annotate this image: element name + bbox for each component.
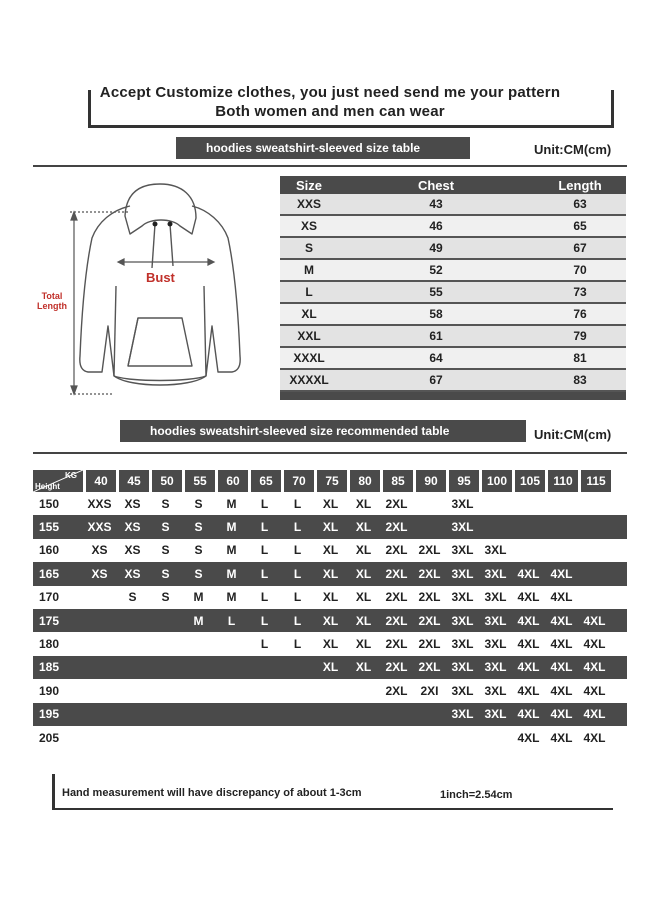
size-recommendation-cell: S: [194, 496, 203, 511]
size-recommendation-cell: 2XI: [420, 683, 439, 698]
length-cell: 79: [573, 329, 587, 343]
size-table-body: [280, 194, 626, 392]
height-cell: 195: [39, 707, 60, 722]
size-recommendation-cell: 3XL: [484, 707, 507, 722]
size-recommendation-cell: 3XL: [451, 590, 474, 605]
size-recommendation-cell: S: [161, 543, 170, 558]
size-recommendation-cell: S: [194, 543, 203, 558]
length-cell: 67: [573, 241, 587, 255]
size-recommendation-cell: L: [293, 613, 302, 628]
size-recommendation-cell: 4XL: [583, 637, 606, 652]
chest-cell: 52: [429, 263, 443, 277]
size-recommendation-cell: L: [293, 590, 302, 605]
size-table-header: [280, 176, 626, 194]
size-recommendation-cell: 2XL: [418, 637, 441, 652]
chest-cell: 49: [429, 241, 443, 255]
size-recommendation-cell: 3XL: [484, 590, 507, 605]
table-row: [33, 515, 627, 538]
size-recommendation-cell: 4XL: [517, 637, 540, 652]
recommended-table: [33, 470, 627, 749]
weight-header-cell: 60: [218, 470, 248, 492]
size-table: [280, 176, 626, 400]
size-recommendation-cell: 2XL: [385, 520, 408, 535]
size-recommendation-cell: XL: [322, 566, 339, 581]
size-table-footer: [280, 392, 626, 400]
size-unit: Unit:CM(cm): [534, 142, 612, 157]
size-recommendation-cell: XL: [322, 660, 339, 675]
size-row: [280, 238, 626, 260]
table-row: [33, 609, 627, 632]
total-length-label: Total Length: [37, 291, 67, 311]
weight-header-cell: 50: [152, 470, 182, 492]
size-recommendation-cell: XS: [91, 566, 108, 581]
height-cell: 205: [39, 730, 60, 745]
weight-header-cell: 70: [284, 470, 314, 492]
corner-height: Height: [35, 482, 60, 491]
size-recommendation-cell: 4XL: [583, 613, 606, 628]
size-recommendation-cell: 2XL: [385, 566, 408, 581]
size-recommendation-cell: 4XL: [550, 730, 573, 745]
recommended-table-body: [33, 492, 627, 749]
size-recommendation-cell: 2XL: [385, 660, 408, 675]
footer-inch-conversion: 1inch=2.54cm: [440, 789, 513, 801]
size-recommendation-cell: 2XL: [385, 496, 408, 511]
size-recommendation-cell: 4XL: [517, 707, 540, 722]
size-recommendation-cell: XS: [124, 543, 141, 558]
length-cell: 73: [573, 285, 587, 299]
bust-label: Bust: [146, 270, 175, 285]
size-recommendation-cell: 3XL: [451, 660, 474, 675]
size-recommendation-cell: 4XL: [583, 707, 606, 722]
size-recommendation-cell: XS: [91, 543, 108, 558]
size-recommendation-cell: 4XL: [550, 660, 573, 675]
size-recommendation-cell: S: [161, 590, 170, 605]
chest-cell: 43: [429, 197, 443, 211]
size-recommendation-cell: M: [226, 496, 237, 511]
length-cell: 65: [573, 219, 587, 233]
size-recommendation-cell: XL: [355, 566, 372, 581]
size-recommendation-cell: L: [260, 566, 269, 581]
table-row: [33, 492, 627, 515]
size-cell: XXXXL: [289, 373, 329, 387]
size-recommendation-cell: XL: [322, 590, 339, 605]
table-row: [33, 632, 627, 655]
length-cell: 81: [573, 351, 587, 365]
size-recommendation-cell: 2XL: [418, 566, 441, 581]
header-line-1: Accept Customize clothes, you just need send me your pattern: [99, 84, 561, 101]
size-recommendation-cell: 3XL: [451, 683, 474, 698]
col-chest: Chest: [417, 177, 455, 193]
size-recommendation-cell: XL: [355, 637, 372, 652]
chest-cell: 46: [429, 219, 443, 233]
weight-header-cell: 100: [482, 470, 512, 492]
size-recommendation-cell: L: [260, 590, 269, 605]
size-recommendation-cell: XL: [355, 543, 372, 558]
size-recommendation-cell: M: [226, 543, 237, 558]
size-recommendation-cell: 2XL: [385, 613, 408, 628]
size-cell: L: [305, 285, 313, 299]
size-recommendation-cell: M: [193, 613, 204, 628]
size-recommendation-cell: L: [293, 637, 302, 652]
weight-header-cell: 95: [449, 470, 479, 492]
size-recommendation-cell: 2XL: [418, 660, 441, 675]
size-recommendation-cell: L: [293, 520, 302, 535]
height-cell: 170: [39, 590, 60, 605]
size-row: [280, 370, 626, 392]
weight-header-cell: 110: [548, 470, 578, 492]
size-recommendation-cell: 3XL: [484, 543, 507, 558]
size-recommendation-cell: L: [293, 496, 302, 511]
size-recommendation-cell: 2XL: [418, 543, 441, 558]
size-recommendation-cell: 4XL: [550, 613, 573, 628]
size-recommendation-cell: 4XL: [550, 637, 573, 652]
table-row: [33, 586, 627, 609]
height-cell: 180: [39, 637, 60, 652]
size-row: [280, 348, 626, 370]
size-recommendation-cell: XL: [355, 660, 372, 675]
size-cell: XXS: [296, 197, 321, 211]
size-recommendation-cell: 3XL: [484, 683, 507, 698]
size-recommendation-cell: 3XL: [451, 613, 474, 628]
size-recommendation-cell: 2XL: [385, 683, 408, 698]
length-cell: 70: [573, 263, 587, 277]
table-row: [33, 679, 627, 702]
size-row: [280, 326, 626, 348]
size-row: [280, 260, 626, 282]
size-recommendation-cell: XL: [322, 543, 339, 558]
divider-middle: [33, 452, 627, 454]
size-recommendation-cell: 3XL: [451, 496, 474, 511]
size-recommendation-cell: 4XL: [517, 683, 540, 698]
size-recommendation-cell: 2XL: [385, 590, 408, 605]
size-recommendation-cell: 2XL: [418, 613, 441, 628]
size-recommendation-cell: 3XL: [484, 637, 507, 652]
size-recommendation-cell: XL: [355, 496, 372, 511]
weight-header-cell: 105: [515, 470, 545, 492]
size-recommendation-cell: XL: [322, 520, 339, 535]
corner-cell: [33, 470, 83, 492]
size-recommendation-cell: 3XL: [451, 637, 474, 652]
size-recommendation-cell: L: [293, 566, 302, 581]
size-recommendation-cell: 4XL: [583, 683, 606, 698]
size-recommendation-cell: XXS: [87, 520, 112, 535]
size-table-label: hoodies sweatshirt-sleeved size table: [176, 137, 470, 159]
size-recommendation-cell: 4XL: [583, 660, 606, 675]
table-row: [33, 656, 627, 679]
height-cell: 185: [39, 660, 60, 675]
weight-header-cell: 90: [416, 470, 446, 492]
size-recommendation-cell: XS: [124, 520, 141, 535]
size-recommendation-cell: L: [293, 543, 302, 558]
size-recommendation-cell: 3XL: [451, 520, 474, 535]
size-recommendation-cell: S: [128, 590, 137, 605]
size-recommendation-cell: L: [260, 520, 269, 535]
col-length: Length: [558, 177, 602, 193]
size-recommendation-cell: M: [226, 590, 237, 605]
size-recommendation-cell: M: [226, 566, 237, 581]
size-cell: M: [304, 263, 314, 277]
size-recommendation-cell: S: [161, 520, 170, 535]
recommended-unit: Unit:CM(cm): [534, 427, 612, 442]
size-recommendation-cell: 3XL: [451, 543, 474, 558]
recommended-table-label: hoodies sweatshirt-sleeved size recommended table: [120, 420, 526, 442]
size-recommendation-cell: XS: [124, 496, 141, 511]
size-cell: S: [304, 241, 313, 255]
weight-header-cell: 55: [185, 470, 215, 492]
size-recommendation-cell: 4XL: [550, 707, 573, 722]
table-row: [33, 539, 627, 562]
size-recommendation-cell: 4XL: [517, 730, 540, 745]
divider-top: [33, 165, 627, 167]
size-cell: XXXL: [293, 351, 325, 365]
weight-header-cell: 75: [317, 470, 347, 492]
size-recommendation-cell: 2XL: [418, 590, 441, 605]
weight-header-cell: 85: [383, 470, 413, 492]
size-recommendation-cell: 2XL: [385, 637, 408, 652]
size-recommendation-cell: L: [260, 543, 269, 558]
chest-cell: 61: [429, 329, 443, 343]
weight-header-cell: 80: [350, 470, 380, 492]
size-recommendation-cell: XS: [124, 566, 141, 581]
size-recommendation-cell: 2XL: [385, 543, 408, 558]
size-row: [280, 216, 626, 238]
size-recommendation-cell: 3XL: [484, 566, 507, 581]
size-recommendation-cell: L: [260, 613, 269, 628]
size-recommendation-cell: 4XL: [517, 660, 540, 675]
size-recommendation-cell: XXS: [87, 496, 112, 511]
size-recommendation-cell: M: [226, 520, 237, 535]
size-recommendation-cell: 4XL: [550, 566, 573, 581]
height-cell: 165: [39, 566, 60, 581]
weight-header-cell: 45: [119, 470, 149, 492]
size-row: [280, 304, 626, 326]
recommended-table-header: [33, 470, 627, 492]
length-cell: 63: [573, 197, 587, 211]
size-recommendation-cell: 4XL: [517, 566, 540, 581]
size-recommendation-cell: M: [193, 590, 204, 605]
size-recommendation-cell: S: [161, 566, 170, 581]
size-recommendation-cell: S: [194, 566, 203, 581]
height-cell: 155: [39, 520, 60, 535]
chest-cell: 58: [429, 307, 443, 321]
weight-header-cell: 65: [251, 470, 281, 492]
size-recommendation-cell: L: [227, 613, 236, 628]
size-recommendation-cell: L: [260, 637, 269, 652]
size-recommendation-cell: 3XL: [451, 707, 474, 722]
length-cell: 76: [573, 307, 587, 321]
size-recommendation-cell: L: [260, 496, 269, 511]
size-row: [280, 194, 626, 216]
height-cell: 175: [39, 613, 60, 628]
size-recommendation-cell: 4XL: [550, 683, 573, 698]
size-recommendation-cell: 4XL: [583, 730, 606, 745]
corner-kg: KG: [65, 471, 77, 480]
size-recommendation-cell: 4XL: [517, 590, 540, 605]
height-cell: 150: [39, 496, 60, 511]
size-cell: XS: [300, 219, 317, 233]
size-cell: XL: [301, 307, 317, 321]
table-row: [33, 703, 627, 726]
header-line-2: Both women and men can wear: [215, 103, 445, 120]
size-recommendation-cell: 3XL: [484, 613, 507, 628]
size-recommendation-cell: 4XL: [550, 590, 573, 605]
weight-header-cell: 40: [86, 470, 116, 492]
table-row: [33, 726, 627, 749]
footer-note: Hand measurement will have discrepancy of about 1-3cm: [62, 787, 362, 799]
chest-cell: 67: [429, 373, 443, 387]
size-row: [280, 282, 626, 304]
size-recommendation-cell: 4XL: [517, 613, 540, 628]
size-recommendation-cell: XL: [355, 613, 372, 628]
height-cell: 190: [39, 683, 60, 698]
size-recommendation-cell: XL: [322, 613, 339, 628]
size-recommendation-cell: 3XL: [451, 566, 474, 581]
size-recommendation-cell: S: [161, 496, 170, 511]
height-cell: 160: [39, 543, 60, 558]
size-recommendation-cell: XL: [322, 496, 339, 511]
length-cell: 83: [573, 373, 587, 387]
size-recommendation-cell: S: [194, 520, 203, 535]
size-recommendation-cell: XL: [322, 637, 339, 652]
col-size: Size: [295, 177, 322, 193]
chest-cell: 55: [429, 285, 443, 299]
size-recommendation-cell: 3XL: [484, 660, 507, 675]
weight-header-cell: 115: [581, 470, 611, 492]
size-recommendation-cell: XL: [355, 590, 372, 605]
table-row: [33, 562, 627, 585]
size-cell: XXL: [297, 329, 321, 343]
size-recommendation-cell: XL: [355, 520, 372, 535]
chest-cell: 64: [429, 351, 443, 365]
